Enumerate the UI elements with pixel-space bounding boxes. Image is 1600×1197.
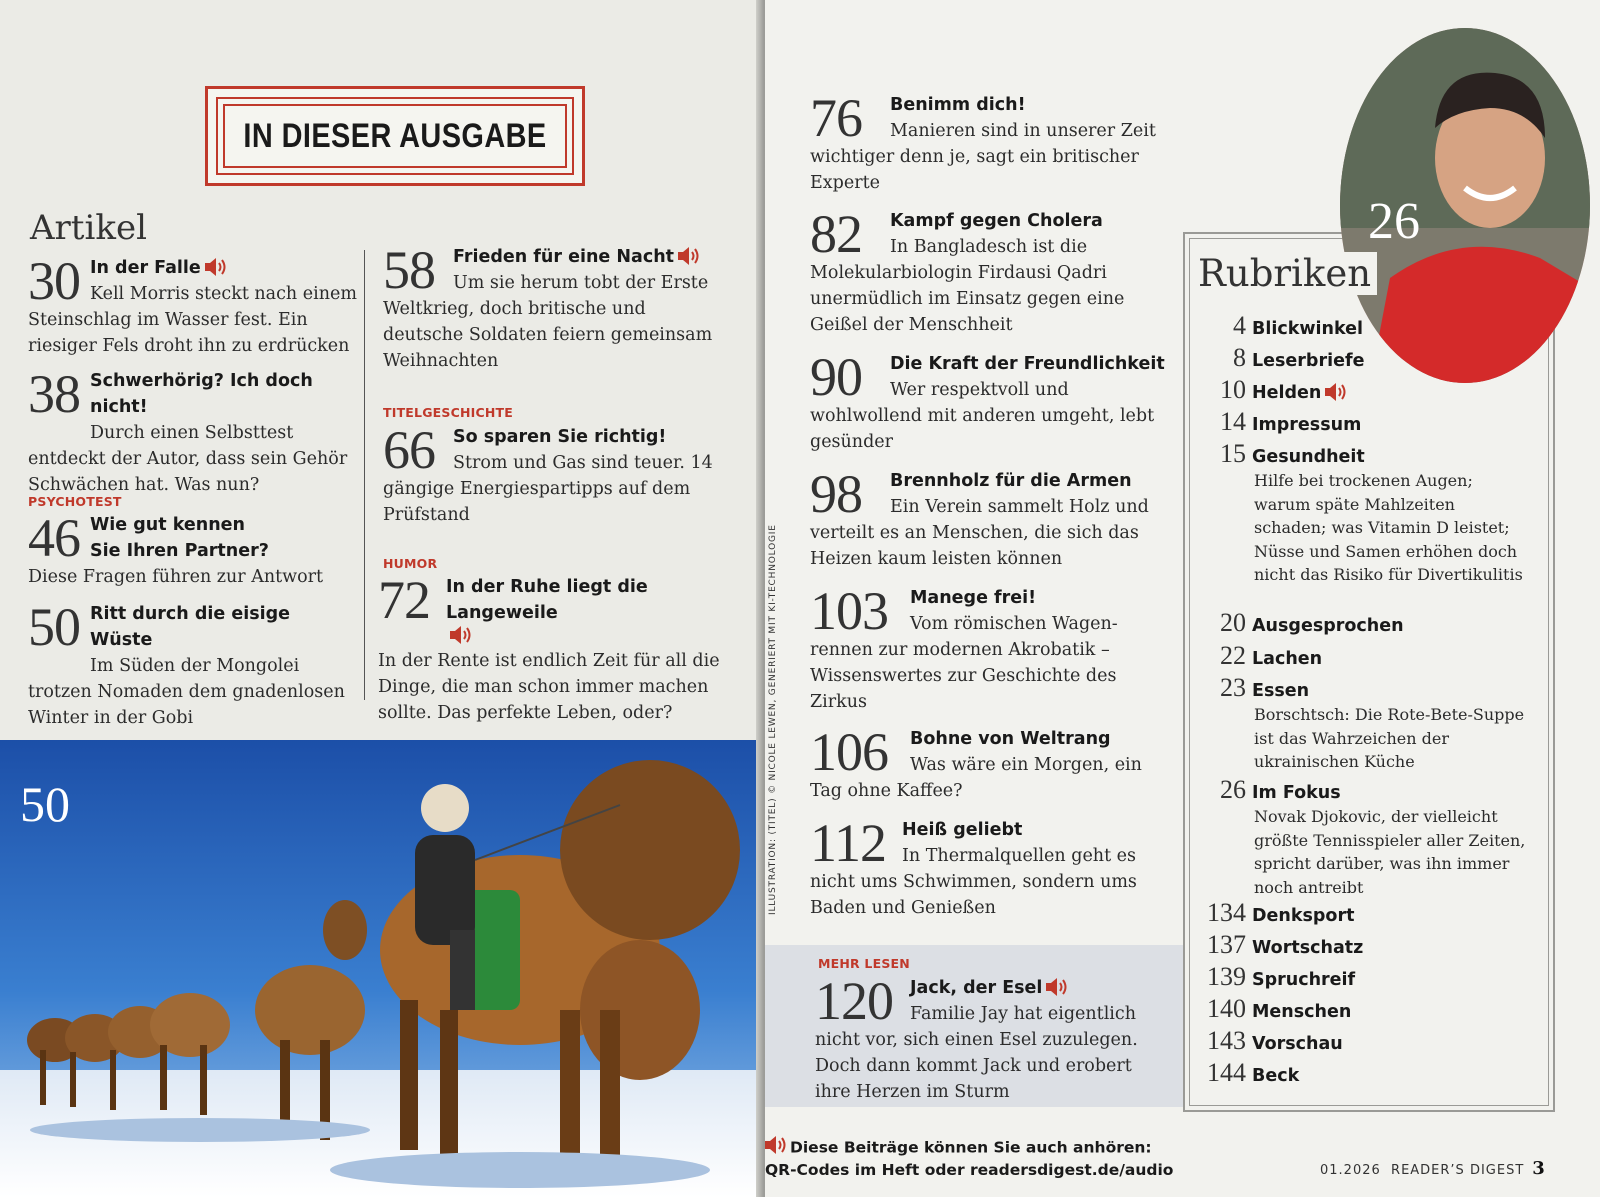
page-number: 58 [383,240,435,300]
entry-description: In Bangladesch ist die Molekularbiologin Firdausi Qadri unermüdlich im Einsatz gegen eine Geißel der Menschheit [810,237,1125,335]
page-number: 134 [1207,898,1246,927]
rubrik-title: Impressum [1252,415,1362,435]
toc-entry-90[interactable] [810,347,1175,455]
entry-description: In Thermalquellen geht es nicht ums Schwimmen, sondern ums Baden und Genießen [810,846,1137,918]
rubrik-item[interactable] [1198,375,1528,405]
page-number: 112 [810,813,886,873]
entry-title: Benimm dich! [890,95,1026,115]
rubrik-title: Helden [1252,383,1322,403]
toc-entry-66[interactable] [383,420,733,528]
page-number: 26 [1220,775,1246,804]
entry-description: Manieren sind in unserer Zeit wichtiger denn je, sagt ein britischer Experte [810,121,1156,193]
rubrik-item[interactable] [1198,898,1528,928]
page-number: 90 [810,347,862,407]
camel-caravan-photo [0,740,765,1197]
page-number: 38 [28,364,80,424]
toc-entry-120[interactable] [815,971,1170,1105]
page-number: 20 [1220,608,1246,637]
page-number: 66 [383,420,435,480]
page-number: 15 [1220,439,1246,468]
kicker-humor: HUMOR [383,556,438,571]
rubrik-item[interactable] [1198,962,1528,992]
illustration-credit: ILLUSTRATION: (TITEL) © NICOLE LEWEN, GENERIERT MIT KI-TECHNOLOGIE [768,524,778,915]
entry-description: Familie Jay hat eigentlich nicht vor, sich einen Esel zuzulegen. Doch dann kommt Jack und erobert ihre Herzen im Sturm [815,1004,1138,1102]
audio-note-line2[interactable]: QR-Codes im Heft oder readersdigest.de/audio [765,1161,1174,1179]
rubrik-item[interactable] [1198,343,1528,373]
audio-note-line1: Diese Beiträge können Sie auch anhören: [790,1138,1152,1157]
rubrik-title: Gesundheit [1252,447,1365,467]
rubrik-title: Essen [1252,681,1310,701]
rubrik-item[interactable] [1198,407,1528,437]
entry-title: Manege frei! [910,588,1037,608]
issue-date: 01.2026 [1320,1163,1381,1178]
kicker-psychotest: PSYCHOTEST [28,494,122,509]
artikel-heading: Artikel [30,208,147,248]
entry-title: Bohne von Weltrang [910,729,1111,749]
page-number: 76 [810,88,862,148]
rubrik-description: Novak Djokovic, der vielleicht größte Tennisspieler aller Zeiten, spricht darüber, was ihn immer noch antreibt [1254,807,1526,897]
page-number: 72 [378,570,430,630]
entry-title: In der Ruhe liegt die Langeweile [446,577,648,623]
rubrik-item[interactable] [1198,641,1528,671]
entry-description: Um sie herum tobt der Erste Weltkrieg, doch britische und deutsche Soldaten feiern gemeinsam Weihnachten [383,273,713,371]
speaker-icon [205,258,227,280]
entry-description: Im Süden der Mongolei trotzen Nomaden dem gnadenlosen Winter in der Gobi [28,656,345,728]
header-frame [205,86,585,186]
rubrik-title: Leserbriefe [1252,351,1365,371]
magazine-name: READER’S DIGEST [1391,1163,1525,1178]
page-number: 22 [1220,641,1246,670]
entry-description: Kell Morris steckt nach einem Steinschlag im Wasser fest. Ein riesiger Fels droht ihn zu erdrücken [28,284,357,356]
page-number: 140 [1207,994,1246,1023]
entry-title: Schwerhörig? Ich doch nicht! [90,371,313,417]
rubrik-item[interactable] [1198,994,1528,1024]
entry-description: Diese Fragen führen zur Antwort [28,567,324,587]
page-number: 98 [810,464,862,524]
rubrik-item[interactable] [1198,930,1528,960]
toc-entry-103[interactable] [810,581,1170,715]
rubrik-title: Lachen [1252,649,1323,669]
rubrik-title: Denksport [1252,906,1355,926]
speaker-icon [765,1136,787,1160]
photo-page-number: 50 [20,776,70,832]
rubrik-item[interactable] [1198,311,1528,341]
page-number: 46 [28,508,80,568]
page-number: 137 [1207,930,1246,959]
page-number: 106 [810,722,888,782]
toc-entry-106[interactable] [810,722,1150,804]
toc-entry-82[interactable] [810,204,1170,338]
page-number: 139 [1207,962,1246,991]
page-folio-number: 3 [1532,1158,1546,1179]
toc-entry-72[interactable] [378,570,728,726]
speaker-icon [450,626,472,648]
entry-title: Die Kraft der Freundlichkeit [890,354,1165,374]
entry-title: In der Falle [90,258,201,278]
entry-description: Wer respektvoll und wohlwollend mit anderen umgeht, lebt gesünder [810,380,1155,452]
page-number: 4 [1233,311,1246,340]
folio [1320,1158,1546,1179]
entry-title: Ritt durch die eisige Wüste [90,604,291,650]
toc-entry-30[interactable] [28,251,358,359]
toc-entry-50[interactable] [28,597,358,731]
page-number: 144 [1207,1058,1246,1087]
rubrik-item[interactable] [1198,439,1528,587]
speaker-icon [1325,383,1347,405]
speaker-icon [1046,978,1068,1000]
toc-entry-38[interactable] [28,364,358,498]
page-number: 50 [28,597,80,657]
page-number: 103 [810,581,888,641]
page-number: 120 [815,971,893,1031]
toc-entry-112[interactable] [810,813,1160,921]
entry-description: Was wäre ein Morgen, ein Tag ohne Kaffee? [810,755,1142,801]
rubrik-title: Wortschatz [1252,938,1364,958]
toc-entry-76[interactable] [810,88,1170,196]
rubrik-title: Im Fokus [1252,783,1341,803]
page-number: 10 [1220,375,1246,404]
header-title: IN DIESER AUSGABE [243,117,547,155]
rubrik-item[interactable] [1198,775,1528,899]
entry-description: Ein Verein sammelt Holz und verteilt es an Menschen, die sich das Heizen kaum leisten können [810,497,1149,569]
entry-title: Wie gut kennen Sie Ihren Partner? [90,515,269,561]
entry-description: In der Rente ist endlich Zeit für all die Dinge, die man schon immer machen sollte. Das perfekte Leben, oder? [378,651,720,723]
entry-title: Frieden für eine Nacht [453,247,675,267]
rubrik-title: Menschen [1252,1002,1352,1022]
rubrik-item[interactable] [1198,673,1528,774]
page-number: 82 [810,204,862,264]
portrait-page-number: 26 [1368,193,1420,250]
entry-description: Vom römischen Wagen-rennen zur modernen Akrobatik – Wissenswertes zur Geschichte des Zirkus [810,614,1118,712]
entry-title: Brennholz für die Armen [890,471,1132,491]
column-divider [364,250,365,700]
speaker-icon [678,247,700,269]
kicker-mehr-lesen: MEHR LESEN [818,956,910,971]
entry-title: Kampf gegen Cholera [890,211,1103,231]
entry-title: So sparen Sie richtig! [453,427,667,447]
entry-title: Heiß geliebt [902,820,1023,840]
entry-description: Durch einen Selbsttest entdeckt der Autor, dass sein Gehör Schwächen hat. Was nun? [28,423,348,495]
toc-entry-98[interactable] [810,464,1175,572]
rubrik-item[interactable] [1198,608,1528,638]
rubriken-heading: Rubriken [1198,252,1377,295]
rubrik-title: Ausgesprochen [1252,616,1404,636]
rubrik-title: Vorschau [1252,1034,1343,1054]
page-number: 8 [1233,343,1246,372]
page-number: 143 [1207,1026,1246,1055]
kicker-titelgeschichte: TITELGESCHICHTE [383,405,513,420]
rubrik-title: Blickwinkel [1252,319,1364,339]
toc-entry-58[interactable] [383,240,728,374]
rubrik-description: Hilfe bei trockenen Augen; warum späte Mahlzeiten schaden; was Vitamin D leistet; Nüsse und Samen erhöhen doch nicht das Risiko für Divertikulitis [1254,471,1523,584]
rubrik-item[interactable] [1198,1058,1528,1088]
audio-note [765,1136,1173,1181]
page-number: 14 [1220,407,1246,436]
left-page [0,0,765,1197]
page-number: 23 [1220,673,1246,702]
toc-entry-46[interactable] [28,508,358,590]
entry-description: Strom und Gas sind teuer. 14 gängige Energiespartipps auf dem Prüfstand [383,453,713,525]
page-number: 30 [28,251,80,311]
entry-title: Jack, der Esel [910,978,1043,998]
rubrik-description: Borschtsch: Die Rote-Bete-Suppe ist das Wahrzeichen der ukrainischen Küche [1254,705,1525,771]
rubrik-item[interactable] [1198,1026,1528,1056]
rubrik-title: Spruchreif [1252,970,1356,990]
rubrik-title: Beck [1252,1066,1300,1086]
